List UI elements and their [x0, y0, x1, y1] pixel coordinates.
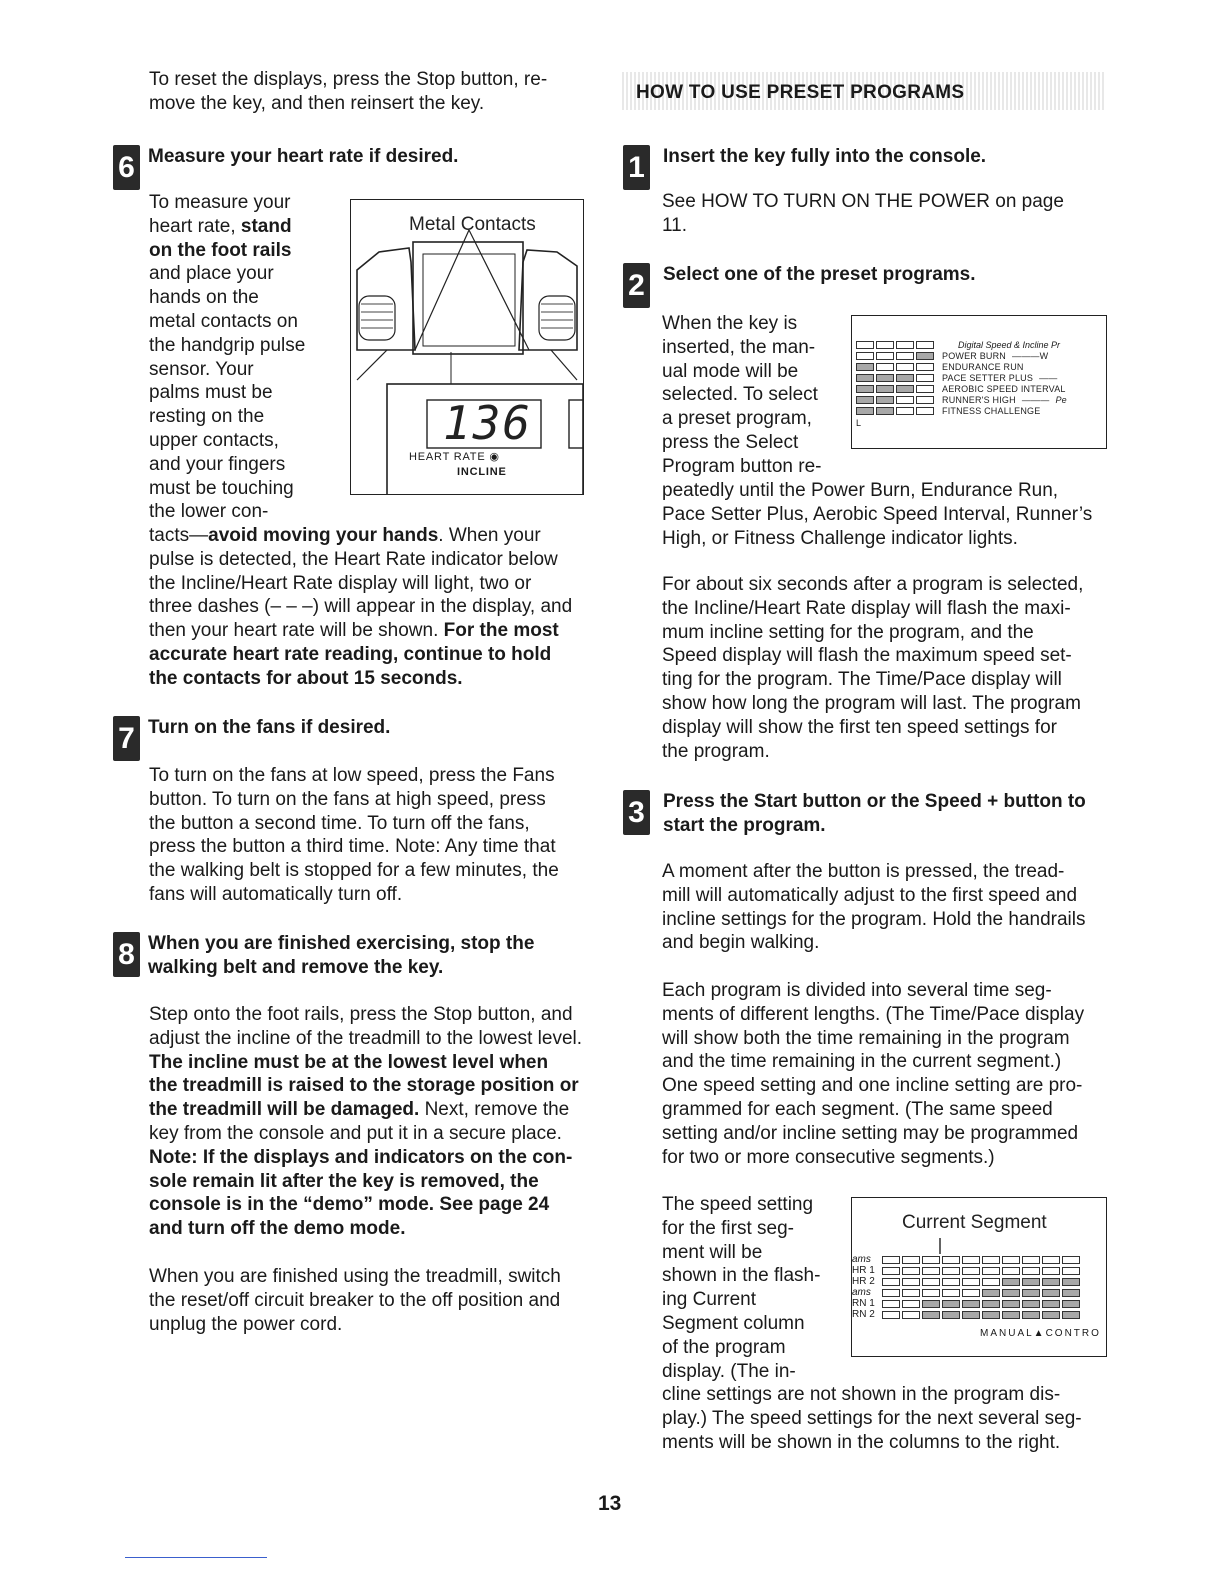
grid-row [852, 1254, 1082, 1265]
wrap-line: the lower con- [149, 501, 269, 523]
body-line: adjust the incline of the treadmill to the lowest level. [149, 1027, 583, 1049]
body-line: for two or more consecutive segments.) [662, 1146, 995, 1168]
wrap-line: Program button re- [662, 455, 822, 477]
body-line: the program. [662, 740, 770, 762]
step-3-title-line: start the program. [663, 814, 826, 836]
heart-rate-label: HEART RATE ◉ [409, 451, 500, 463]
pe-mark: Pe [1055, 395, 1067, 405]
wrap-line: must be touching [149, 477, 294, 499]
grid-row [852, 1265, 1082, 1276]
wrap-line: heart rate, stand [149, 215, 292, 237]
wrap-line: a preset program, [662, 408, 812, 430]
body-line: and begin walking. [662, 932, 820, 954]
step-6-body [149, 524, 604, 691]
body-line: display will show the first ten speed settings for [662, 716, 1057, 738]
body-line: key from the console and put it in a secure place. [149, 1122, 562, 1144]
body-line: console is in the “demo” mode. See page 24 [149, 1194, 550, 1216]
body-line: cline settings are not shown in the program dis- [662, 1384, 1061, 1405]
wrap-line: resting on the [149, 406, 265, 428]
step-6-title: Measure your heart rate if desired. [148, 146, 459, 167]
step-2-title: Select one of the preset programs. [663, 264, 976, 285]
body-line: setting and/or incline setting may be programmed [662, 1122, 1079, 1144]
wrap-line: Segment column [662, 1312, 805, 1334]
row-label: RN 2 [852, 1309, 875, 1320]
body-line: the walking belt is stopped for a few minutes, the [149, 860, 559, 882]
body-line: High, or Fitness Challenge indicator lights. [662, 527, 1018, 549]
program-list-figure [851, 315, 1107, 449]
row-label: HR 1 [852, 1265, 875, 1276]
body-line: peatedly until the Power Burn, Endurance Run, [662, 480, 1059, 501]
step-number-6: 6 [113, 145, 140, 190]
body-line: pulse is detected, the Heart Rate indicator below [149, 548, 558, 570]
program-row [856, 384, 1066, 394]
step-2-body [662, 479, 1107, 550]
body-line: button. To turn on the fans at high speed, press [149, 788, 546, 810]
body-line: When you are finished using the treadmill, switch [149, 1266, 561, 1287]
body-line: show how long the program will last. The program [662, 692, 1081, 714]
figure-title: Current Segment [902, 1212, 1047, 1233]
step-6-heading [113, 145, 458, 190]
program-label-fitness-challenge: FITNESS CHALLENGE [942, 406, 1041, 416]
body-line: then your heart rate will be shown. For the most [149, 620, 559, 642]
body-line: Note: If the displays and indicators on the con- [149, 1146, 573, 1168]
body-line: play.) The speed settings for the next several seg- [662, 1407, 1082, 1429]
manual-control-label: MANUAL▲CONTRO [980, 1328, 1101, 1339]
wrap-line: palms must be [149, 382, 273, 404]
step-7-body [149, 764, 604, 907]
body-line: grammed for each segment. (The same speed [662, 1098, 1053, 1120]
program-label-runners-high: RUNNER'S HIGH [942, 395, 1016, 405]
program-panel-header: Digital Speed & Incline Pr [958, 340, 1061, 350]
body-line: the Incline/Heart Rate display will flash the maxi- [662, 597, 1071, 619]
step-3-heading [623, 790, 1086, 838]
row-label: RN 1 [852, 1298, 875, 1309]
body-line: For about six seconds after a program is selected, [662, 574, 1084, 595]
step-3-wrap-text [662, 1193, 852, 1383]
program-row [856, 362, 1024, 372]
page-number: 13 [598, 1492, 622, 1515]
reset-line-1: To reset the displays, press the Stop button, re- [149, 69, 548, 90]
body-line: To turn on the fans at low speed, press the Fans [149, 765, 555, 786]
incline-label: INCLINE [457, 466, 507, 478]
wrap-line: ment will be [662, 1241, 763, 1263]
wrap-line: metal contacts on [149, 310, 298, 332]
step-8-title-line: When you are finished exercising, stop the [148, 933, 535, 954]
wrap-line: of the program [662, 1336, 786, 1358]
program-row [856, 395, 1067, 405]
body-line: A moment after the button is pressed, the tread- [662, 861, 1065, 882]
wrap-line: sensor. Your [149, 358, 254, 380]
body-line: incline settings for the program. Hold the handrails [662, 908, 1086, 930]
step-number-2: 2 [623, 263, 650, 308]
wrap-line: and place your [149, 263, 274, 285]
body-line: and the time remaining in the current segment.) [662, 1051, 1062, 1073]
program-row [856, 340, 936, 350]
step-3-para1 [662, 860, 1107, 955]
body-line: the Incline/Heart Rate display will light, two or [149, 572, 532, 594]
program-row [856, 373, 1057, 383]
program-row [856, 351, 1048, 361]
step-number-8: 8 [113, 932, 140, 977]
step-8-title [148, 932, 534, 980]
step-3-body-end [662, 1383, 1107, 1454]
wrap-line: ual mode will be [662, 360, 799, 382]
grid-row [852, 1276, 1082, 1287]
body-line: ments of different lengths. (The Time/Pace display [662, 1003, 1085, 1025]
step-7-heading [113, 716, 390, 761]
step-2-para2 [662, 573, 1107, 763]
step-number-3: 3 [623, 790, 650, 835]
body-line: mum incline setting for the program, and the [662, 621, 1034, 643]
step-8-body [149, 1003, 609, 1241]
grid-row [852, 1287, 1082, 1298]
w-mark: W [1039, 351, 1049, 361]
body-line: fans will automatically turn off. [149, 883, 403, 905]
wrap-line: display. (The in- [662, 1360, 796, 1382]
body-line: mill will automatically adjust to the first speed and [662, 884, 1078, 906]
program-label-endurance-run: ENDURANCE RUN [942, 362, 1024, 372]
body-line: the treadmill is raised to the storage position or [149, 1075, 579, 1097]
step-6-wrap-text [149, 191, 349, 524]
wrap-line: To measure your [149, 192, 291, 213]
step-1-title: Insert the key fully into the console. [663, 146, 987, 167]
step-7-title: Turn on the fans if desired. [148, 717, 391, 738]
wrap-line: The speed setting [662, 1194, 814, 1215]
program-label-power-burn: POWER BURN [942, 351, 1007, 361]
body-line: the contacts for about 15 seconds. [149, 667, 463, 689]
corner-mark: L [856, 418, 862, 428]
body-line: Speed display will flash the maximum speed set- [662, 645, 1072, 667]
metal-contacts-figure [350, 199, 584, 495]
wrap-line: shown in the flash- [662, 1265, 821, 1287]
body-line: the treadmill will be damaged. Next, remove the [149, 1099, 570, 1121]
body-line: Step onto the foot rails, press the Stop button, and [149, 1004, 573, 1025]
section-heading: HOW TO USE PRESET PROGRAMS [636, 82, 965, 103]
body-line: ting for the program. The Time/Pace display will [662, 669, 1062, 691]
body-line: unplug the power cord. [149, 1313, 343, 1335]
wrap-line: ing Current [662, 1289, 756, 1311]
body-line: press the button a third time. Note: Any time that [149, 836, 556, 858]
program-line: ——— [1012, 351, 1040, 361]
wrap-line: When the key is [662, 313, 798, 334]
body-line: will show both the time remaining in the program [662, 1027, 1070, 1049]
step-number-7: 7 [113, 716, 140, 761]
body-line: See HOW TO TURN ON THE POWER on page [662, 191, 1064, 212]
grid-row [852, 1298, 1082, 1309]
step-2-heading [623, 263, 976, 308]
program-label-aerobic-speed-interval: AEROBIC SPEED INTERVAL [942, 384, 1066, 394]
program-row [856, 406, 1040, 416]
body-line: tacts—avoid moving your hands. When your [149, 525, 541, 546]
current-segment-figure [851, 1197, 1107, 1357]
heart-rate-readout: 136 [443, 396, 533, 450]
step-8-final [149, 1265, 609, 1336]
step-2-wrap-text [662, 312, 852, 479]
wrap-line: selected. To select [662, 384, 818, 406]
reset-line-2: move the key, and then reinsert the key. [149, 92, 485, 114]
figure-title: Metal Contacts [409, 214, 536, 235]
step-3-para2 [662, 979, 1107, 1169]
step-1-heading [623, 145, 986, 190]
wrap-line: the handgrip pulse [149, 334, 306, 356]
body-line: sole remain lit after the key is removed, the [149, 1170, 539, 1192]
body-line: Pace Setter Plus, Aerobic Speed Interval, Runner’s [662, 503, 1093, 525]
wrap-line: press the Select [662, 431, 799, 453]
body-line: Each program is divided into several time seg- [662, 980, 1052, 1001]
body-line: ments will be shown in the columns to the right. [662, 1431, 1061, 1453]
reset-instructions [149, 68, 599, 116]
segment-grid-rows [852, 1254, 1082, 1320]
footer-rule [125, 1557, 267, 1558]
body-line: accurate heart rate reading, continue to hold [149, 643, 552, 665]
grid-row [852, 1309, 1082, 1320]
step-number-1: 1 [623, 145, 650, 190]
body-line: 11. [662, 214, 688, 236]
step-3-title [663, 790, 1086, 838]
row-label: ams [852, 1287, 871, 1298]
wrap-line: inserted, the man- [662, 336, 816, 358]
body-line: three dashes (– – –) will appear in the display, and [149, 596, 573, 618]
wrap-line: upper contacts, [149, 429, 279, 451]
wrap-line: for the first seg- [662, 1217, 794, 1239]
indicator-dot-icon: ◉ [489, 451, 500, 463]
body-line: and turn off the demo mode. [149, 1218, 406, 1240]
body-line: The incline must be at the lowest level when [149, 1051, 549, 1073]
wrap-line: and your fingers [149, 453, 286, 475]
step-1-body [662, 190, 1102, 238]
row-label: ams [852, 1254, 871, 1265]
program-line: —— [1039, 373, 1058, 383]
wrap-line: on the foot rails [149, 239, 292, 261]
body-line: the reset/off circuit breaker to the off position and [149, 1289, 561, 1311]
step-3-title-line: Press the Start button or the Speed + button to [663, 791, 1086, 812]
body-line: the button a second time. To turn off the fans, [149, 812, 530, 834]
program-label-pace-setter-plus: PACE SETTER PLUS [942, 373, 1034, 383]
row-label: HR 2 [852, 1276, 875, 1287]
step-8-title-line: walking belt and remove the key. [148, 956, 444, 978]
body-line: One speed setting and one incline setting are pro- [662, 1075, 1083, 1097]
program-line: ——— [1021, 395, 1050, 405]
wrap-line: hands on the [149, 287, 259, 309]
step-8-heading [113, 932, 534, 980]
